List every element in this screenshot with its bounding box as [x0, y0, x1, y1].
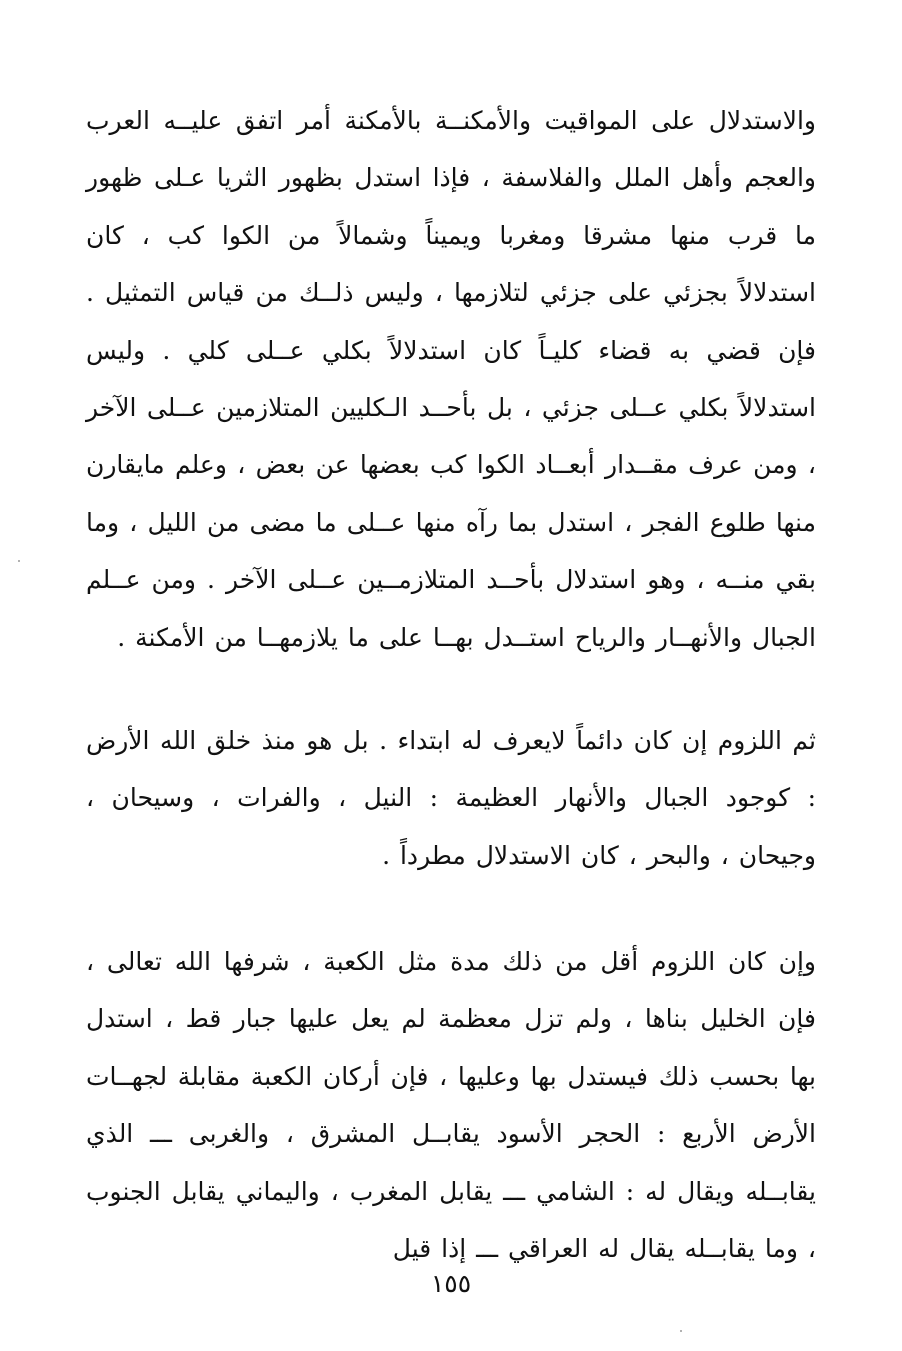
paragraph-text: ثم اللزوم إن كان دائماً لايعرف له ابتداء . بل هو منذ خلق الله الأرض : كوجود الجبال والأنهار العظيمة : النيل ، والفرات ، وسيحان ، وجيحان ، والبحر ، كان الاستدلال مطرداً .: [86, 726, 816, 870]
scan-speck: [680, 1330, 682, 1332]
paragraph-permanent-concomitance: [86, 712, 816, 884]
paragraph-evidence-by-places: [86, 92, 816, 666]
scan-speck: [18, 560, 20, 562]
paragraph-text: والاستدلال على المواقيت والأمكنــة بالأمكنة أمر اتفق عليــه العرب والعجم وأهل الملل والفلاسفة ، فإذا استدل بظهور الثريا عـلى ظهور ما قرب منها مشرقا ومغربا ويميناً وشمالاً من الكوا كب ، كان استدلالاً بجزئي على جزئي لتلازمها ، وليس ذلــك من قياس التمثيل . فإن قضي به قضاء كليـاً كان استدلالاً بكلي عــلى كلي . وليس استدلالاً بكلي عــلى جزئي ، بل بأحــد الـكليين المتلازمين عــلى الآخر ، ومن عرف مقــدار أبعــاد الكوا كب بعضها عن بعض ، وعلم مايقارن منها طلوع الفجر ، استدل بما رآه منها عــلى ما مضى من الليل ، وما بقي منــه ، وهو استدلال بأحــد المتلازمــين عــلى الآخر . ومن عــلم الجبال والأنهــار والرياح استــدل بهــا على ما يلازمهــا من الأمكنة .: [86, 106, 816, 652]
paragraph-kaaba-corners: [86, 933, 816, 1277]
paragraph-text: وإن كان اللزوم أقل من ذلك مدة مثل الكعبة ، شرفها الله تعالى ، فإن الخليل بناها ، ولم تزل معظمة لم يعل عليها جبار قط ، استدل بها بحسب ذلك فيستدل بها وعليها ، فإن أركان الكعبة مقابلة لجهــات الأرض الأربع : الحجر الأسود يقابــل المشرق ، والغربى ـــ الذي يقابــله ويقال له : الشامي ـــ يقابل المغرب ، واليماني يقابل الجنوب ، وما يقابــله يقال له العراقي ـــ إذا قيل: [86, 947, 816, 1264]
page-number: ١٥٥: [430, 1269, 472, 1298]
